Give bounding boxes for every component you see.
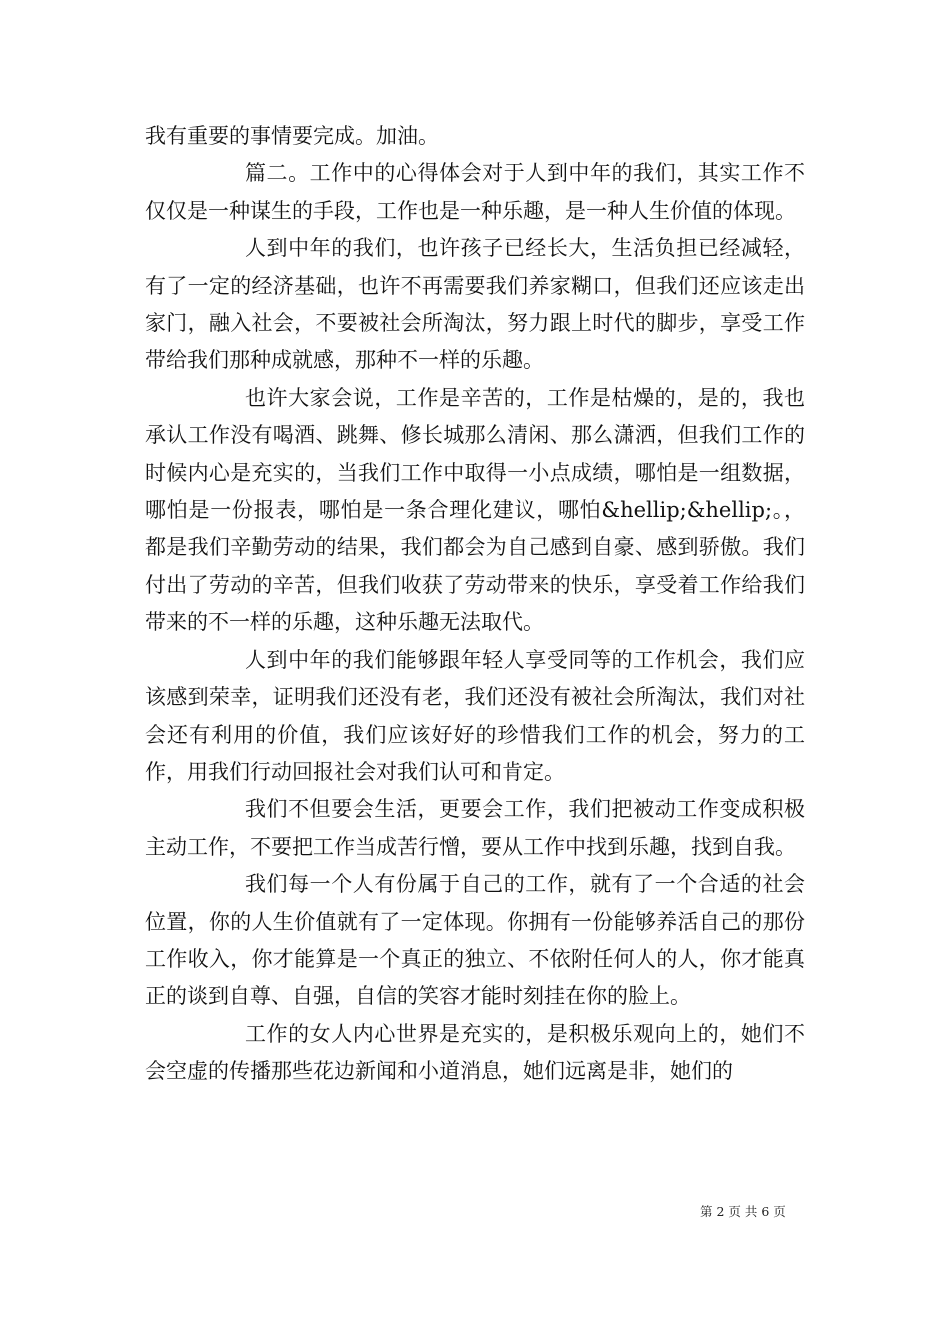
paragraph-section-two: 篇二。工作中的心得体会对于人到中年的我们，其实工作不仅仅是一种谋生的手段，工作也是一种乐趣，是一种人生价值的体现。: [145, 161, 805, 223]
paragraph-social-position: 我们每一个人有份属于自己的工作，就有了一个合适的社会位置，你的人生价值就有了一定体现。你拥有一份能够养活自己的那份工作收入，你才能算是一个真正的独立、不依附任何人的人，你才能真正的谈到自尊、自强，自信的笑容才能时刻挂在你的脸上。: [145, 872, 805, 1009]
paragraph-equal-opportunity: 人到中年的我们能够跟年轻人享受同等的工作机会，我们应该感到荣幸，证明我们还没有老，我们还没有被社会所淘汰，我们对社会还有利用的价值，我们应该好好的珍惜我们工作的机会，努力的工作，用我们行动回报社会对我们认可和肯定。: [145, 647, 805, 784]
paragraph-active-work: 我们不但要会生活，更要会工作，我们把被动工作变成积极主动工作，不要把工作当成苦行憎，要从工作中找到乐趣，找到自我。: [145, 797, 805, 859]
paragraph-work-hard: 也许大家会说，工作是辛苦的，工作是枯燥的，是的，我也承认工作没有喝酒、跳舞、修长城那么清闲、那么潇洒，但我们工作的时候内心是充实的，当我们工作中取得一小点成绩，哪怕是一组数据，哪怕是一份报表，哪怕是一条合理化建议，哪怕&hellip;&hellip;。，都是我们辛勤劳动的结果，我们都会为自己感到自豪、感到骄傲。我们付出了劳动的辛苦，但我们收获了劳动带来的快乐，享受着工作给我们带来的不一样的乐趣，这种乐趣无法取代。: [145, 385, 805, 635]
paragraph-middle-age: 人到中年的我们，也许孩子已经长大，生活负担已经减轻，有了一定的经济基础，也许不再需要我们养家糊口，但我们还应该走出家门，融入社会，不要被社会所淘汰，努力跟上时代的脚步，享受工作带给我们那种成就感，那种不一样的乐趣。: [145, 236, 805, 373]
paragraph-continuation: 我有重要的事情要完成。加油。: [145, 124, 439, 148]
body-text: [145, 118, 805, 1091]
paragraph-working-women: 工作的女人内心世界是充实的，是积极乐观向上的，她们不会空虚的传播那些花边新闻和小道消息，她们远离是非，她们的: [145, 1021, 805, 1084]
page-number-footer: 第 2 页 共 6 页: [700, 1204, 786, 1219]
